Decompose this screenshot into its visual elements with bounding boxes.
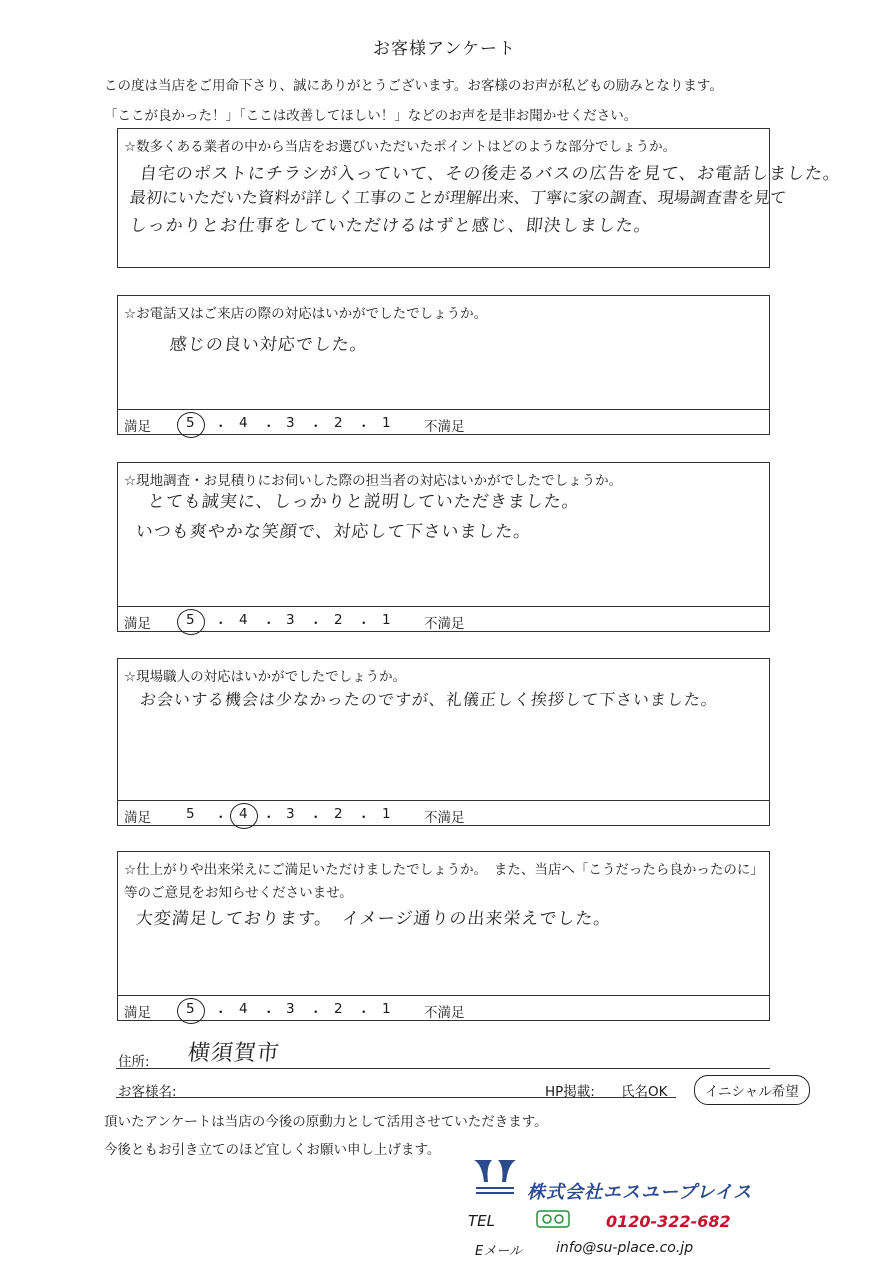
- rating-sep: ・: [262, 419, 276, 435]
- question-2-answer-line-1: 感じの良い対応でした。: [168, 335, 369, 355]
- tel-number[interactable]: 0120-322-682: [606, 1212, 731, 1231]
- question-5-text: ☆仕上がりや出来栄えにご満足いただけましたでしょうか。 また、当店へ「こうだったら良かったのに」: [124, 862, 764, 878]
- rating-5[interactable]: 5: [186, 612, 195, 628]
- dissatisfied-label: 不満足: [424, 419, 465, 435]
- rating-3[interactable]: 3: [286, 1001, 295, 1017]
- hp-option-name-ok[interactable]: 氏名OK: [621, 1084, 668, 1100]
- rating-sep: ・: [309, 616, 323, 632]
- question-3-rating: [118, 606, 769, 633]
- satisfied-label: 満足: [124, 616, 151, 632]
- rating-4[interactable]: 4: [239, 612, 248, 628]
- question-5-text-line-2: 等のご意見をお知らせくださいませ。: [124, 885, 353, 901]
- selected-circle: [177, 412, 205, 438]
- selected-circle: [177, 998, 205, 1024]
- question-2-rating: [118, 409, 769, 436]
- rating-3[interactable]: 3: [286, 806, 295, 822]
- rating-sep: ・: [262, 616, 276, 632]
- question-5-rating: [118, 995, 769, 1022]
- question-5-answer-line-1: 大変満足しております。 イメージ通りの出来栄えでした。: [134, 909, 613, 929]
- question-1-answer-line-3: しっかりとお仕事をしていただけるはずと感じ、即決しました。: [128, 216, 653, 236]
- rating-sep: ・: [214, 1005, 228, 1021]
- address-value[interactable]: 横須賀市: [186, 1041, 282, 1066]
- question-4-box: [117, 658, 770, 826]
- rating-sep: ・: [309, 419, 323, 435]
- rating-2[interactable]: 2: [334, 415, 343, 431]
- rating-4[interactable]: 4: [239, 1001, 248, 1017]
- rating-sep: ・: [214, 419, 228, 435]
- selected-circle: [177, 609, 205, 635]
- question-3-answer-line-2: いつも爽やかな笑顔で、対応して下さいました。: [134, 522, 533, 542]
- dissatisfied-label: 不満足: [424, 616, 465, 632]
- rating-2[interactable]: 2: [334, 806, 343, 822]
- rating-2[interactable]: 2: [334, 612, 343, 628]
- rating-1[interactable]: 1: [382, 1001, 391, 1017]
- tel-label: TEL: [468, 1212, 495, 1230]
- rating-3[interactable]: 3: [286, 612, 295, 628]
- free-dial-icon: [536, 1210, 570, 1228]
- rating-3[interactable]: 3: [286, 415, 295, 431]
- satisfied-label: 満足: [124, 810, 151, 826]
- question-4-answer-line-1: お会いする機会は少なかったのですが、礼儀正しく挨拶して下さいました。: [138, 690, 719, 709]
- address-line: [116, 1068, 770, 1069]
- question-1-box: [117, 128, 843, 268]
- email-address[interactable]: info@su-place.co.jp: [556, 1240, 694, 1256]
- rating-5[interactable]: 5: [186, 1001, 195, 1017]
- rating-2[interactable]: 2: [334, 1001, 343, 1017]
- rating-sep: ・: [262, 810, 276, 826]
- rating-sep: ・: [262, 1005, 276, 1021]
- address-label: 住所:: [118, 1054, 150, 1070]
- dissatisfied-label: 不満足: [424, 810, 465, 826]
- question-1-text: ☆数多くある業者の中から当店をお選びいただいたポイントはどのような部分でしょうか。: [124, 139, 677, 155]
- question-5-box: [117, 851, 770, 1021]
- rating-4[interactable]: 4: [239, 415, 248, 431]
- intro-line-2: 「ここが良かった！」「ここは改善してほしい！」などのお声を是非お聞かせください。: [104, 108, 638, 124]
- question-1-answer-line-1: 自宅のポストにチラシが入っていて、その後走るバスの広告を見て、お電話しました。: [138, 164, 843, 184]
- rating-sep: ・: [357, 1005, 371, 1021]
- question-3-answer-line-1: とても誠実に、しっかりと説明していただきました。: [146, 492, 581, 512]
- thanks-line-2: 今後ともお引き立てのほど宜しくお願い申し上げます。: [104, 1142, 441, 1158]
- rating-sep: ・: [357, 616, 371, 632]
- question-3-text: ☆現地調査・お見積りにお伺いした際の担当者の対応はいかがでしたでしょうか。: [124, 473, 623, 489]
- rating-sep: ・: [357, 810, 371, 826]
- rating-4[interactable]: 4: [239, 806, 248, 822]
- satisfied-label: 満足: [124, 1005, 151, 1021]
- rating-sep: ・: [357, 419, 371, 435]
- customer-name-label: お客様名:: [118, 1084, 177, 1100]
- hp-option-initial[interactable]: イニシャル希望: [694, 1075, 810, 1105]
- company-logo: [470, 1156, 520, 1200]
- rating-5[interactable]: 5: [186, 415, 195, 431]
- rating-sep: ・: [309, 810, 323, 826]
- question-3-box: [117, 462, 770, 632]
- rating-sep: ・: [309, 1005, 323, 1021]
- question-4-text: ☆現場職人の対応はいかがでしたでしょうか。: [124, 669, 407, 685]
- thanks-line-1: 頂いたアンケートは当店の今後の原動力として活用させていただきます。: [104, 1114, 548, 1130]
- hp-label: HP掲載:: [545, 1084, 595, 1100]
- rating-5[interactable]: 5: [186, 806, 195, 822]
- question-2-text: ☆お電話又はご来店の際の対応はいかがでしたでしょうか。: [124, 306, 488, 322]
- dissatisfied-label: 不満足: [424, 1005, 465, 1021]
- intro-line-1: この度は当店をご用命下さり、誠にありがとうございます。お客様のお声が私どもの励みとなります。: [104, 78, 723, 94]
- email-label: Eメール: [475, 1244, 522, 1259]
- rating-1[interactable]: 1: [382, 612, 391, 628]
- question-1-answer-line-2: 最初にいただいた資料が詳しく工事のことが理解出来、丁寧に家の調査、現場調査書を見て: [128, 188, 787, 207]
- rating-1[interactable]: 1: [382, 806, 391, 822]
- page-title: お客様アンケート: [373, 39, 516, 59]
- selected-circle: [230, 803, 258, 829]
- rating-sep: ・: [214, 810, 228, 826]
- company-name: 株式会社エスユープレイス: [527, 1182, 753, 1203]
- rating-sep: ・: [214, 616, 228, 632]
- question-2-box: [117, 295, 770, 435]
- satisfied-label: 満足: [124, 419, 151, 435]
- rating-1[interactable]: 1: [382, 415, 391, 431]
- question-4-rating: [118, 800, 769, 827]
